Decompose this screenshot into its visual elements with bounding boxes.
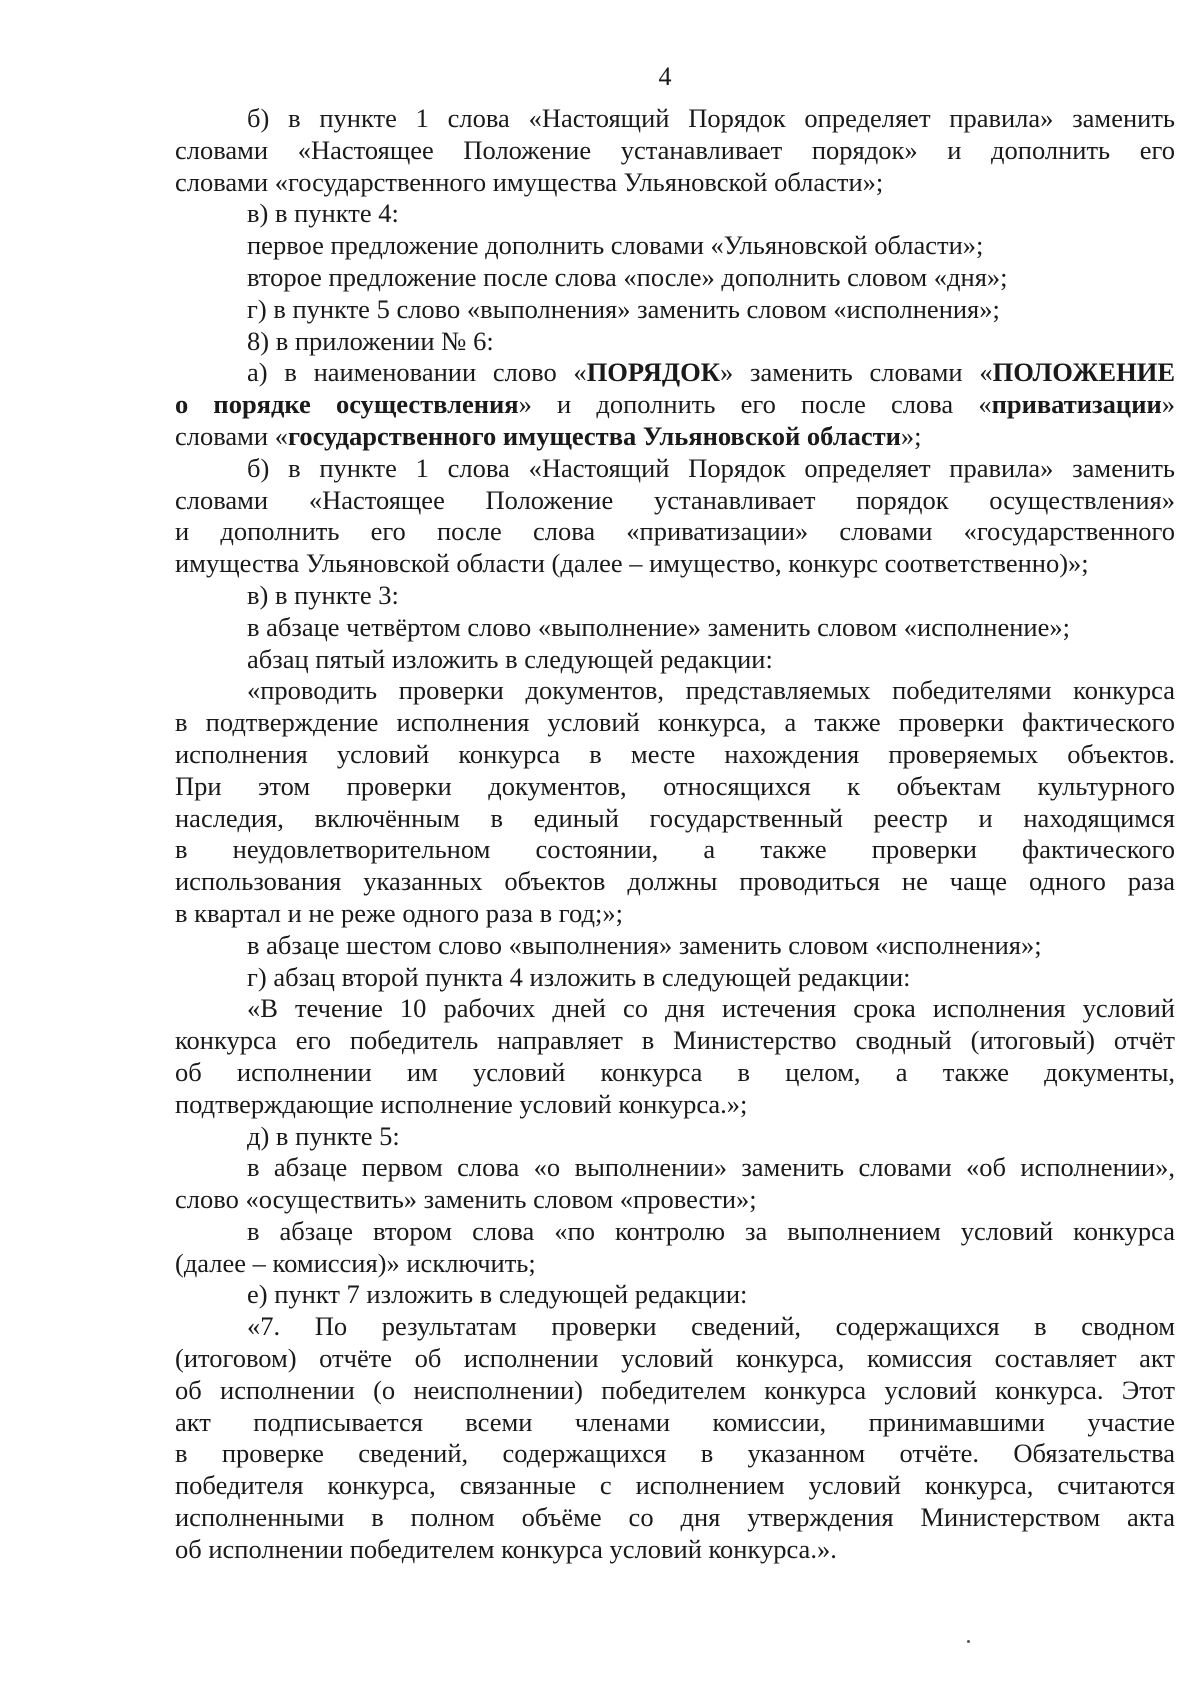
document-body <box>175 103 1175 1566</box>
text-segment: в неудовлетворительном состоянии, а также проверки фактического <box>175 834 1175 865</box>
text-segment: наследия, включённым в единый государственный реестр и находящимся <box>175 802 1175 833</box>
bold-text-segment: о порядке осуществления <box>175 389 519 420</box>
text-segment: «7. По результатам проверки сведений, содержащихся в сводном <box>247 1311 1175 1342</box>
text-line <box>175 1438 1175 1470</box>
text-line <box>175 1343 1175 1375</box>
text-line <box>175 707 1175 739</box>
text-line <box>175 1502 1175 1534</box>
text-segment: использования указанных объектов должны проводиться не чаще одного раза <box>175 866 1175 897</box>
text-segment: в абзаце шестом слово «выполнения» заменить словом «исполнения»; <box>247 929 1042 960</box>
text-line <box>175 103 1175 135</box>
scan-speck <box>967 1640 970 1643</box>
text-segment: имущества Ульяновской области (далее – имущество, конкурс соответственно)»; <box>175 548 1089 579</box>
text-line <box>175 1311 1175 1343</box>
text-line <box>175 485 1175 517</box>
text-segment: в проверке сведений, содержащихся в указанном отчёте. Обязательства <box>175 1438 1175 1469</box>
text-segment: слово «осуществить» заменить словом «провести»; <box>175 1184 757 1215</box>
text-line <box>175 1025 1175 1057</box>
text-segment: »; <box>900 420 922 451</box>
text-line <box>175 834 1175 866</box>
bold-text-segment: ПОРЯДОК <box>586 357 720 388</box>
text-segment: д) в пункте 5: <box>247 1120 400 1151</box>
text-segment: в подтверждение исполнения условий конкурса, а также проверки фактического <box>175 707 1175 738</box>
bold-text-segment: приватизации <box>991 389 1162 420</box>
text-line <box>175 389 1175 421</box>
text-segment: г) в пункте 5 слово «выполнения» заменить словом «исполнения»; <box>247 293 1000 324</box>
text-segment: словами « <box>175 420 288 451</box>
text-line <box>175 230 1175 262</box>
text-segment: первое предложение дополнить словами «Ульяновской области»; <box>247 230 984 261</box>
text-segment: (итоговом) отчёте об исполнении условий конкурса, комиссия составляет акт <box>175 1343 1175 1374</box>
text-line <box>175 644 1175 676</box>
text-line <box>175 675 1175 707</box>
text-line <box>175 294 1175 326</box>
text-line <box>175 898 1175 930</box>
text-segment: абзац пятый изложить в следующей редакции: <box>247 643 773 674</box>
text-segment: б) в пункте 1 слова «Настоящий Порядок определяет правила» заменить <box>247 452 1175 483</box>
text-line <box>175 612 1175 644</box>
text-segment: словами «Настоящее Положение устанавливает порядок» и дополнить его <box>175 134 1175 165</box>
text-line <box>175 803 1175 835</box>
bold-text-segment: государственного имущества Ульяновской области <box>288 420 901 451</box>
text-line <box>175 771 1175 803</box>
text-segment: об исполнении (о неисполнении) победителем конкурса условий конкурса. Этот <box>175 1374 1175 1405</box>
bold-text-segment: ПОЛОЖЕНИЕ <box>992 357 1175 388</box>
text-line <box>175 580 1175 612</box>
text-line <box>175 1152 1175 1184</box>
text-segment: об исполнении им условий конкурса в целом, а также документы, <box>175 1056 1175 1087</box>
text-line <box>175 1121 1175 1153</box>
text-segment: » и дополнить его после слова « <box>518 389 992 420</box>
text-segment: исполнения условий конкурса в месте нахождения проверяемых объектов. <box>175 738 1175 769</box>
text-segment: и дополнить его после слова «приватизации» словами «государственного <box>175 516 1175 547</box>
text-line <box>175 1375 1175 1407</box>
text-line <box>175 962 1175 994</box>
text-line <box>175 1279 1175 1311</box>
text-segment: При этом проверки документов, относящихся к объектам культурного <box>175 770 1175 801</box>
text-segment: е) пункт 7 изложить в следующей редакции: <box>247 1279 748 1310</box>
text-segment: исполненными в полном объёме со дня утверждения Министерством акта <box>175 1502 1175 1533</box>
text-line <box>175 198 1175 230</box>
text-segment: в) в пункте 4: <box>247 198 399 229</box>
text-line <box>175 357 1175 389</box>
text-line <box>175 548 1175 580</box>
text-segment: акт подписывается всеми членами комиссии, принимавшими участие <box>175 1406 1175 1437</box>
page-number: 4 <box>658 62 672 91</box>
text-line <box>175 1248 1175 1280</box>
text-line <box>175 453 1175 485</box>
text-line <box>175 1407 1175 1439</box>
text-segment: «проводить проверки документов, представляемых победителями конкурса <box>247 675 1175 706</box>
text-line <box>175 516 1175 548</box>
text-segment: подтверждающие исполнение условий конкурса.»; <box>175 1088 748 1119</box>
text-segment: в) в пункте 3: <box>247 579 399 610</box>
text-segment: конкурса его победитель направляет в Министерство сводный (итоговый) отчёт <box>175 1025 1175 1056</box>
text-line <box>175 262 1175 294</box>
text-line <box>175 421 1175 453</box>
text-line <box>175 1470 1175 1502</box>
text-line <box>175 1216 1175 1248</box>
text-line <box>175 1184 1175 1216</box>
text-line <box>175 326 1175 358</box>
text-segment: 8) в приложении № 6: <box>247 325 494 356</box>
text-segment: второе предложение после слова «после» дополнить словом «дня»; <box>247 261 1008 292</box>
text-segment: » <box>1161 389 1175 420</box>
text-line <box>175 866 1175 898</box>
text-line <box>175 930 1175 962</box>
text-segment: (далее – комиссия)» исключить; <box>175 1247 536 1278</box>
text-segment: словами «Настоящее Положение устанавливает порядок осуществления» <box>175 484 1175 515</box>
text-segment: в абзаце четвёртом слово «выполнение» заменить словом «исполнение»; <box>247 611 1070 642</box>
text-line <box>175 739 1175 771</box>
text-line <box>175 167 1175 199</box>
text-line <box>175 135 1175 167</box>
text-segment: » заменить словами « <box>719 357 993 388</box>
text-segment: в абзаце первом слова «о выполнении» заменить словами «об исполнении», <box>247 1152 1175 1183</box>
text-segment: в квартал и не реже одного раза в год;»; <box>175 897 623 928</box>
text-segment: словами «государственного имущества Ульяновской области»; <box>175 166 884 197</box>
text-segment: «В течение 10 рабочих дней со дня истечения срока исполнения условий <box>247 993 1175 1024</box>
text-segment: г) абзац второй пункта 4 изложить в следующей редакции: <box>247 961 911 992</box>
text-line <box>175 1057 1175 1089</box>
text-line <box>175 1534 1175 1566</box>
text-segment: а) в наименовании слово « <box>247 357 587 388</box>
text-segment: победителя конкурса, связанные с исполнением условий конкурса, считаются <box>175 1470 1175 1501</box>
text-segment: б) в пункте 1 слова «Настоящий Порядок определяет правила» заменить <box>247 103 1175 133</box>
text-segment: об исполнении победителем конкурса условий конкурса.». <box>175 1533 837 1564</box>
text-segment: в абзаце втором слова «по контролю за выполнением условий конкурса <box>247 1215 1175 1246</box>
text-line <box>175 1089 1175 1121</box>
text-line <box>175 993 1175 1025</box>
